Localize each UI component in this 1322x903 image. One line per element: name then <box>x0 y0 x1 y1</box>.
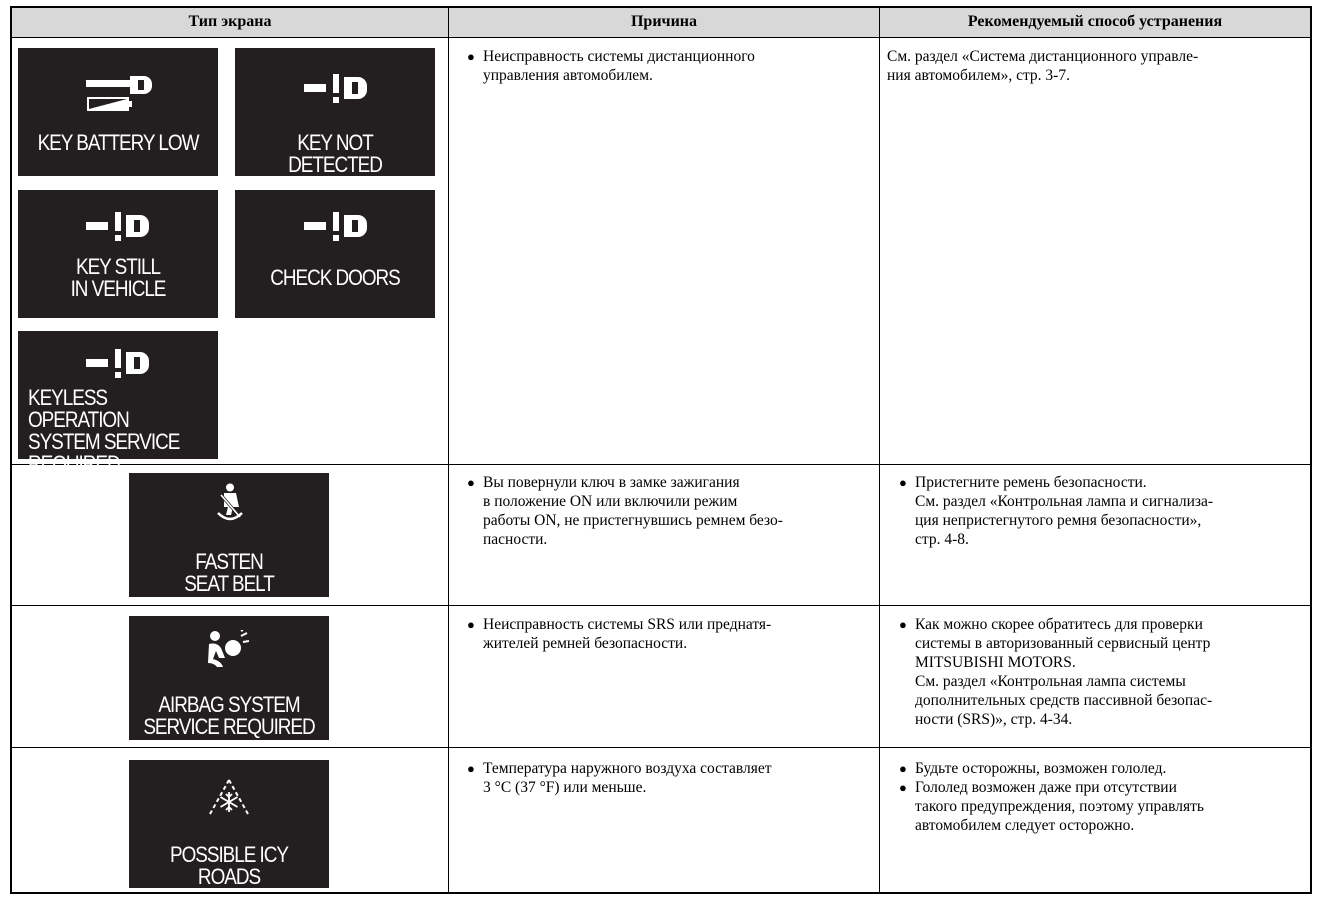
list-item: ● Неисправность системы дистанционного управления автомобилем. <box>467 47 872 85</box>
row3-cause <box>467 615 872 653</box>
header-cause: Причина <box>630 13 698 30</box>
row2-cause <box>467 473 872 549</box>
column-divider <box>448 8 449 892</box>
warning-table <box>10 6 1312 894</box>
panel-keyless-service <box>18 331 218 476</box>
row3-remedy <box>899 615 1309 729</box>
row2-remedy <box>899 473 1309 549</box>
header-remedy: Рекомендуемый способ устранения <box>967 13 1223 30</box>
list-item: ● Неисправность системы SRS или преднатя- жителей ремней безопасности. <box>467 615 872 653</box>
panel-airbag-service <box>129 616 329 740</box>
seatbelt-icon <box>213 483 247 523</box>
list-item: ● Гололед возможен даже при отсутствии такого предупреждения, поэтому управлять автомобилем следует осторожно. <box>899 778 1309 835</box>
row-divider <box>12 605 1310 606</box>
key-exclamation-icon <box>86 349 152 381</box>
panel-label: KEY BATTERY LOW <box>37 130 199 155</box>
list-item: ● Температура наружного воздуха составляет 3 °C (37 °F) или меньше. <box>467 759 872 797</box>
panel-label: CHECK DOORS <box>270 265 400 290</box>
panel-label: KEY NOT DETECTED <box>288 130 382 177</box>
row-divider <box>12 747 1310 748</box>
panel-key-still-in-vehicle <box>18 190 218 318</box>
snowflake-warning-icon <box>207 778 251 818</box>
key-exclamation-icon <box>304 212 370 244</box>
key-exclamation-icon <box>86 212 152 244</box>
list-item: ● Вы повернули ключ в замке зажигания в положение ON или включили режим работы ON, не пристегнувшись ремнем безо- пасности. <box>467 473 872 549</box>
row-divider <box>12 464 1310 465</box>
panel-label: KEYLESS OPERATION SYSTEM SERVICE REQUIRED <box>28 385 180 476</box>
airbag-icon <box>205 630 249 670</box>
panel-fasten-seat-belt <box>129 473 329 597</box>
panel-label: AIRBAG SYSTEM SERVICE REQUIRED <box>143 692 315 739</box>
panel-label: FASTEN SEAT BELT <box>184 549 274 596</box>
panel-label: KEY STILL IN VEHICLE <box>70 254 166 301</box>
row4-cause <box>467 759 872 797</box>
key-exclamation-icon <box>304 74 370 106</box>
list-item: ● Будьте осторожны, возможен гололед. <box>899 759 1309 778</box>
row4-remedy <box>899 759 1309 835</box>
panel-icy-roads <box>129 760 329 888</box>
list-item: ● Как можно скорее обратитесь для проверки системы в авторизованный сервисный центр MITSUBISHI MOTORS. См. раздел «Контрольная лампа системы дополнительных средств пассивной безопас- ности (SRS)», стр. 4-34. <box>899 615 1309 729</box>
list-item: ● Пристегните ремень безопасности. См. раздел «Контрольная лампа и сигнализа- ция непристегнутого ремня безопасности», стр. 4-8. <box>899 473 1309 549</box>
panel-check-doors <box>235 190 435 318</box>
column-divider <box>879 8 880 892</box>
header-screen-type: Тип экрана <box>188 13 272 30</box>
panel-label: POSSIBLE ICY ROADS <box>169 842 289 889</box>
table-header <box>12 8 1310 38</box>
row1-remedy: См. раздел «Система дистанционного управле- ния автомобилем», стр. 3-7. <box>887 48 1199 84</box>
key-battery-icon <box>86 76 156 112</box>
row1-cause <box>467 47 872 85</box>
panel-key-not-detected <box>235 48 435 176</box>
panel-key-battery-low <box>18 48 218 176</box>
